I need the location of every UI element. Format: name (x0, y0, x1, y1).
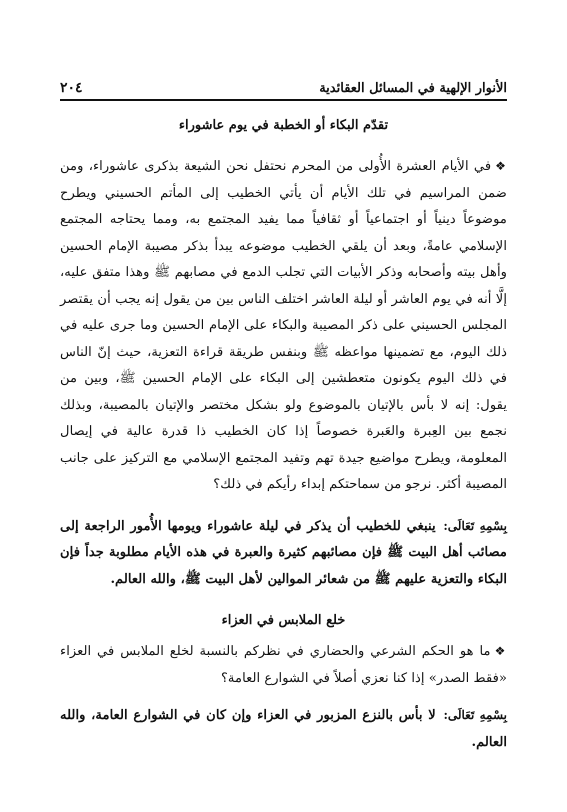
running-title: الأنوار الإلهية في المسائل العقائدية (319, 81, 507, 96)
answer-lead-1: بِسْمِهِ تَعَالَى: (443, 518, 507, 533)
page-content (60, 118, 507, 756)
section-title-weeping-or-sermon: تقدّم البكاء أو الخطبة في يوم عاشوراء (178, 118, 389, 133)
question-text-2: ما هو الحكم الشرعي والحضاري في نظركم بالنسبة لخلع الملابس في العزاء «فقط الصدر» إذا كنا نعزي أصلاً في الشوارع العامة؟ (60, 644, 507, 686)
answer-lead-2: بِسْمِهِ تَعَالَى: (443, 708, 508, 722)
section-title-removing-clothes: خلع الملابس في العزاء (221, 613, 346, 628)
page-number: ٢٠٤ (60, 80, 83, 96)
answer-text-1: ينبغي للخطيب أن يذكر في ليلة عاشوراء ويومها الأُمور الراجعة إلى مصائب أهل البيت ﷺ فإن مصائبهم كثيرة والعبرة في هذه الأيام مطلوبة جداً فإن البكاء والتعزية عليهم ﷺ من شعائر الموالين لأهل البيت ﷺ، والله العالم. (60, 518, 507, 587)
answer-paragraph-2 (60, 702, 507, 756)
diamond-bullet-icon: ❖ (494, 644, 507, 658)
answer-paragraph-1 (60, 513, 507, 594)
answer-text-2: لا بأس بالنزع المزبور في العزاء وإن كان في الشوارع العامة، والله العالم. (60, 708, 507, 750)
diamond-bullet-icon: ❖ (495, 159, 507, 173)
question-paragraph-2 (60, 638, 507, 692)
question-text-1: في الأيام العشرة الأُولى من المحرم نحتفل نحن الشيعة بذكرى عاشوراء، ومن ضمن المراسيم في تلك الأيام أن يأتي الخطيب إلى المأتم الحسيني ويطرح موضوعاً دينياً أو اجتماعياً أو ثقافياً مما يفيد المجتمع به، ومما يحتاجه المجتمع الإسلامي عامةً، وبعد أن يلقي الخطيب موضوعه يبدأ بذكر مصيبة الإمام الحسين وأهل بيته وأصحابه وذكر الأبيات التي تجلب الدمع في مصابهم ﷺ وهذا متفق عليه، إلَّا أنه في يوم العاشر أو ليلة العاشر اختلف الناس بين من يقول إنه يجب أن يقتصر المجلس الحسيني على ذكر المصيبة والبكاء على الإمام الحسين وما جرى عليه في ذلك اليوم، مع تضمينها مواعظه ﷺ وبنفس طريقة قراءة التعزية، حيث إنّ الناس في ذلك اليوم يكونون متعطشين إلى البكاء على الإمام الحسين ﷺ، وبين من يقول: إنه لا بأس بالإتيان بالموضوع ولو بشكل مختصر والإتيان بالمصيبة، وبذلك نجمع بين العِبرة والعَبرة خصوصاً إذا كان الخطيب ذا قدرة عالية في إيصال المعلومة، ويطرح مواضيع جيدة تهم وتفيد المجتمع الإسلامي مع التركيز على جانب المصيبة أكثر. نرجو من سماحتكم إبداء رأيكم في ذلك؟ (60, 159, 507, 492)
page-header (60, 74, 507, 101)
question-paragraph-1 (60, 153, 507, 499)
